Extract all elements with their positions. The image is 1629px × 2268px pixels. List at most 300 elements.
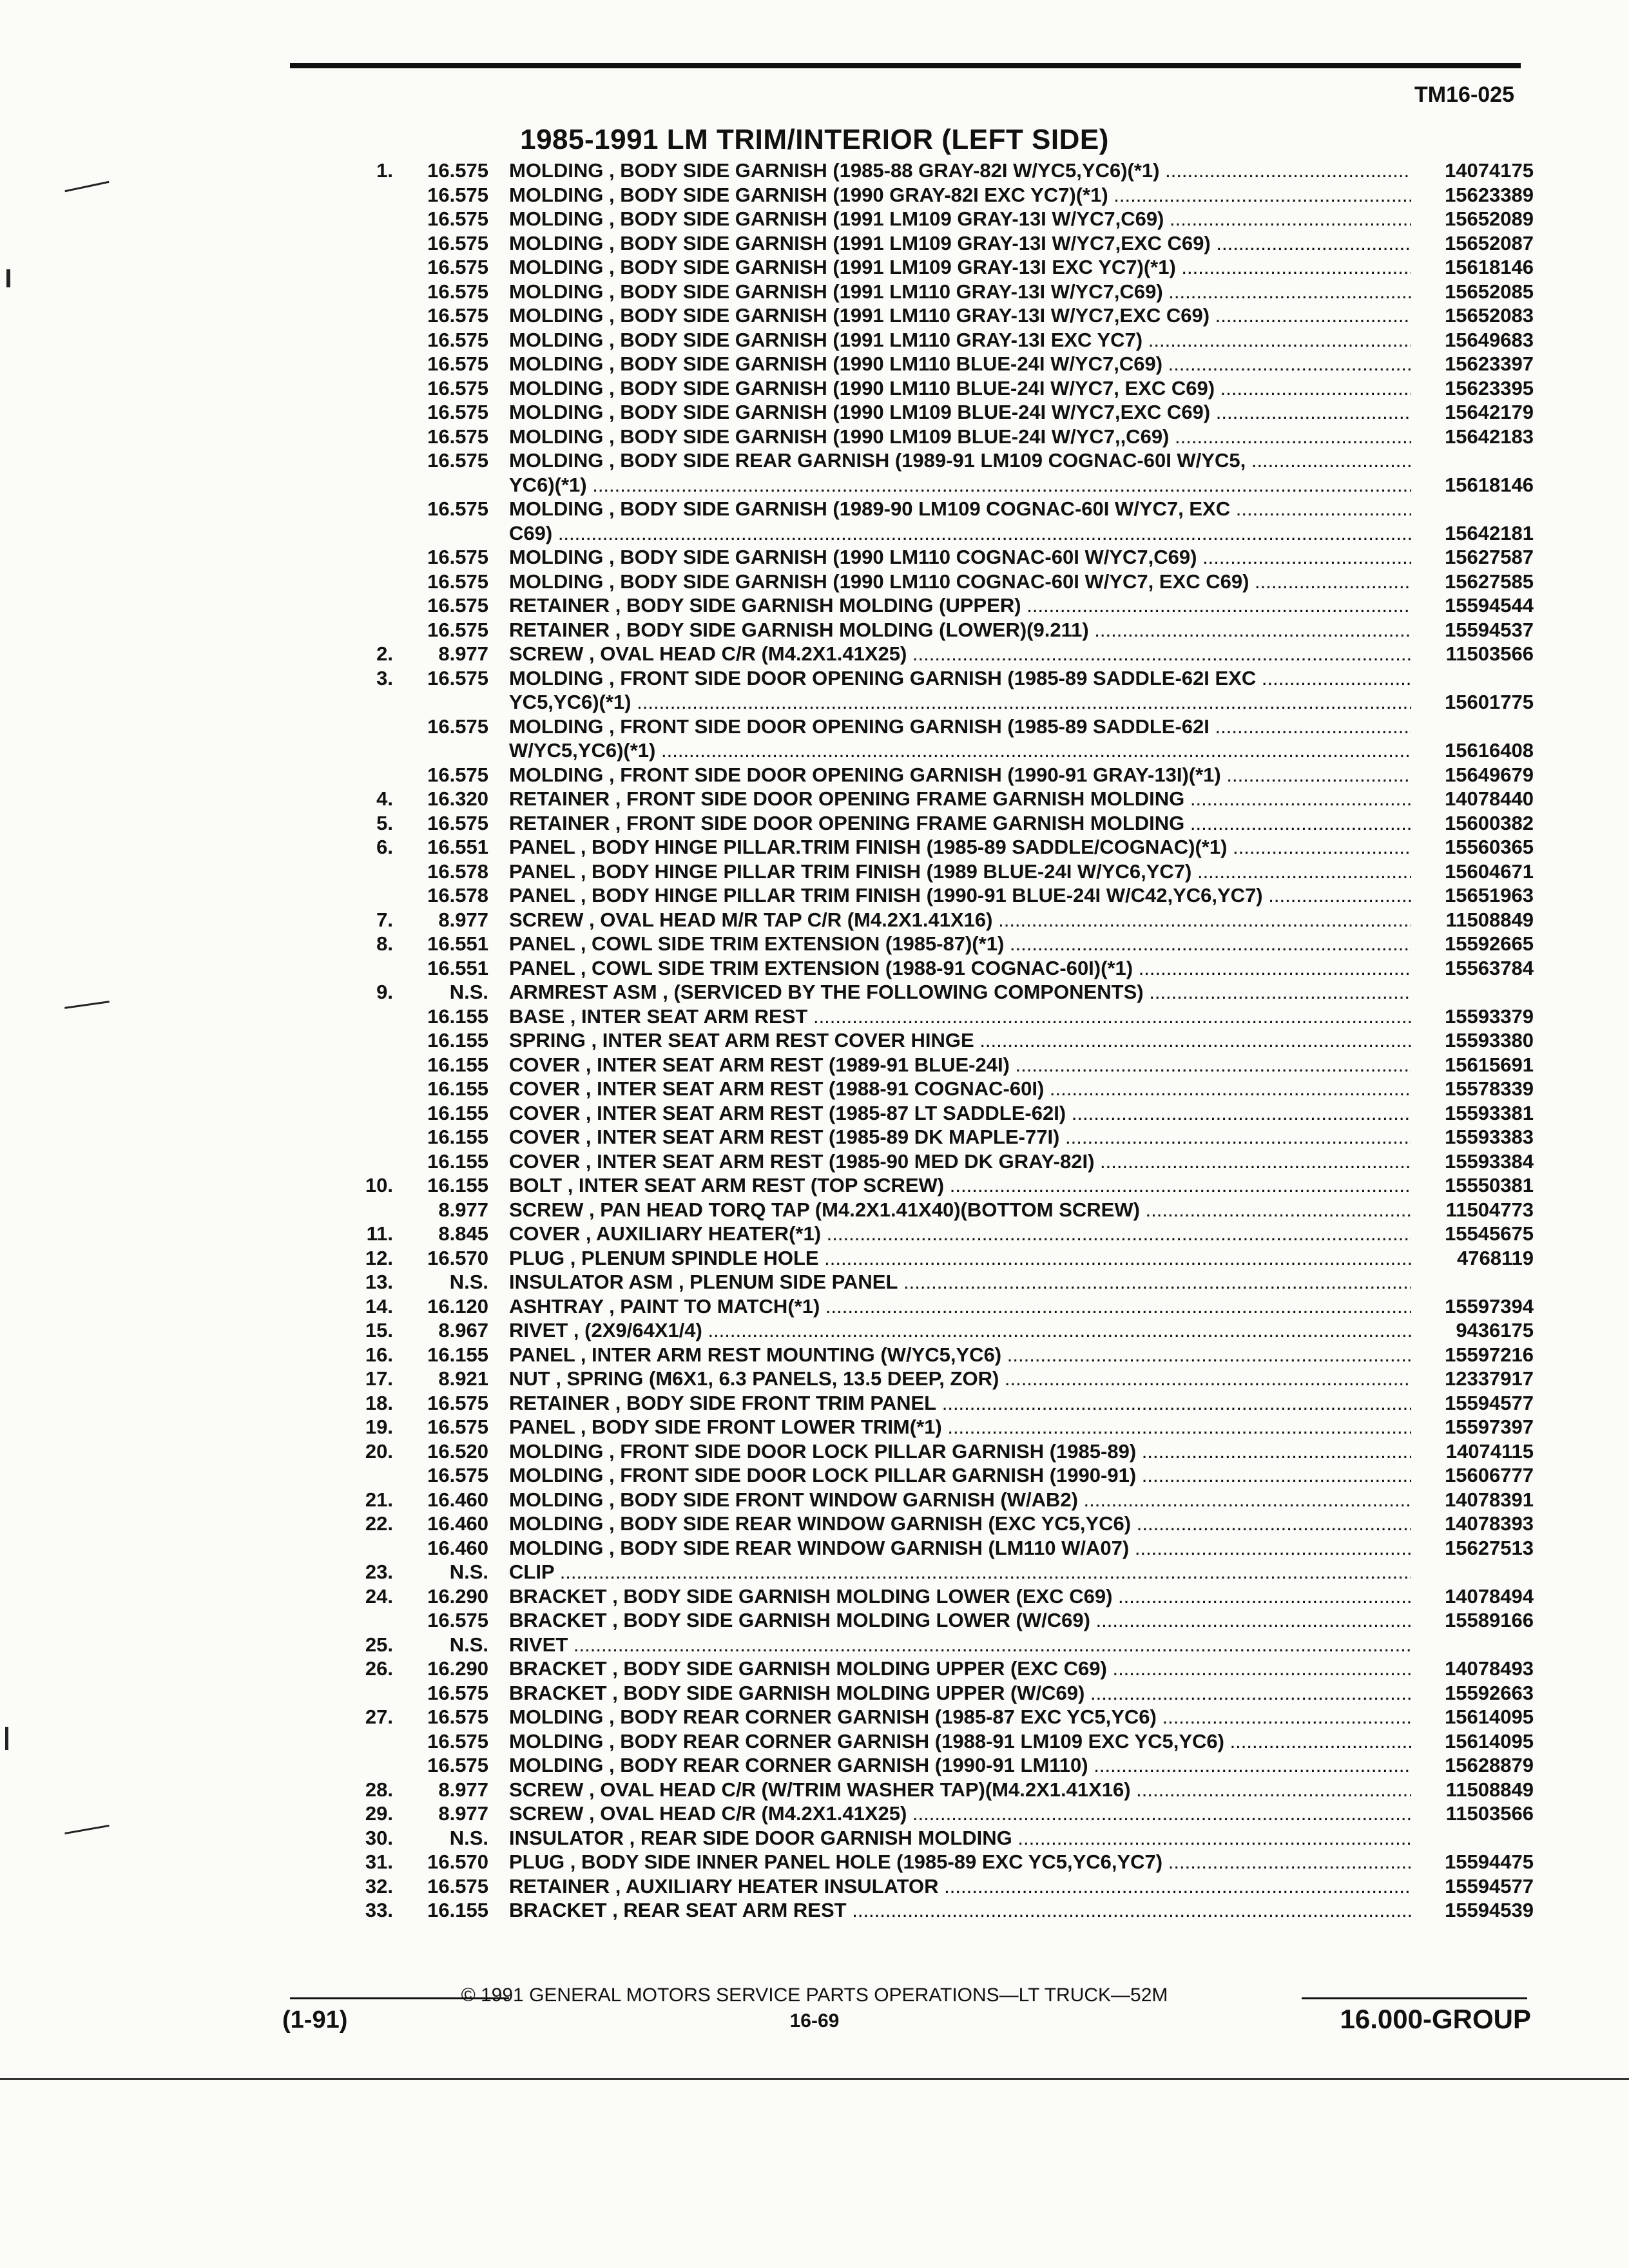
table-row <box>335 860 1534 884</box>
part-description <box>509 1367 1411 1391</box>
part-description <box>509 932 1411 956</box>
group-number: 8.977 <box>438 1198 488 1221</box>
part-description <box>509 1053 1411 1077</box>
part-description <box>509 352 1411 376</box>
part-number: 15627513 <box>1445 1536 1534 1559</box>
part-description <box>509 545 1411 570</box>
part-description <box>509 1705 1411 1729</box>
table-row <box>335 1608 1534 1633</box>
leader-dots <box>1162 352 1411 375</box>
part-detail: , BODY SIDE FRONT LOWER TRIM(*1) <box>580 1416 942 1438</box>
leader-dots <box>819 1247 1411 1269</box>
leader-dots <box>1089 619 1411 641</box>
part-number: 14078494 <box>1445 1584 1534 1608</box>
part-number: 14078393 <box>1445 1512 1534 1535</box>
parts-list <box>335 159 1534 1923</box>
leader-dots <box>821 1222 1411 1245</box>
leader-dots <box>1256 667 1411 689</box>
leader-dots <box>1224 1730 1411 1753</box>
item-number: 4. <box>376 787 393 810</box>
part-detail: , BODY SIDE GARNISH MOLDING LOWER (W/C69) <box>612 1609 1090 1631</box>
part-name: MOLDING <box>509 1512 604 1535</box>
group-number: 16.575 <box>427 328 488 351</box>
leader-dots <box>1131 1512 1411 1535</box>
table-row <box>335 642 1534 666</box>
part-description <box>509 1778 1411 1802</box>
table-row <box>335 1729 1534 1754</box>
part-number: 9436175 <box>1456 1319 1534 1341</box>
leader-dots <box>944 1174 1411 1196</box>
leader-dots <box>1184 787 1411 810</box>
part-number: 15642181 <box>1445 521 1534 544</box>
part-detail: , BODY SIDE GARNISH (1990 LM110 COGNAC-60I W/YC7,C69) <box>609 546 1197 568</box>
part-number: 15594475 <box>1445 1850 1534 1873</box>
part-detail: , BODY SIDE GARNISH (1989-90 LM109 COGNAC-60I W/YC7, EXC <box>609 497 1231 520</box>
part-number: 14074175 <box>1445 159 1534 182</box>
part-number: 15597394 <box>1445 1294 1534 1318</box>
table-row <box>335 1028 1534 1053</box>
table-row <box>335 1173 1534 1198</box>
table-row <box>335 1512 1534 1536</box>
part-name: NUT <box>509 1367 550 1390</box>
part-detail: , FRONT SIDE DOOR OPENING FRAME GARNISH MOLDING <box>615 787 1185 810</box>
table-row <box>335 1681 1534 1706</box>
part-number: 15615691 <box>1445 1053 1534 1076</box>
part-description <box>509 1657 1411 1681</box>
part-detail: , BODY SIDE GARNISH (1990 GRAY-82I EXC YC7)(*1) <box>609 183 1108 206</box>
part-number: 15594577 <box>1445 1391 1534 1414</box>
part-description <box>509 425 1411 449</box>
leader-dots <box>1227 836 1411 858</box>
leader-dots <box>1142 329 1411 351</box>
leader-dots <box>847 1899 1411 1921</box>
part-number: 15594544 <box>1445 594 1534 617</box>
part-number: 15623397 <box>1445 352 1534 375</box>
part-description <box>509 1560 1411 1584</box>
group-number: 16.575 <box>427 1874 488 1898</box>
part-name: MOLDING <box>509 1464 604 1486</box>
part-number: 14078440 <box>1445 787 1534 810</box>
part-description <box>509 1125 1411 1149</box>
part-number: 15652085 <box>1445 280 1534 303</box>
part-name: MOLDING <box>509 207 604 230</box>
table-row <box>335 1270 1534 1294</box>
leader-dots <box>552 522 1411 544</box>
leader-dots <box>1221 764 1411 786</box>
table-row <box>335 473 1534 497</box>
table-row <box>335 1077 1534 1101</box>
part-description <box>509 1802 1411 1826</box>
part-name: PANEL <box>509 884 575 907</box>
group-number: 16.155 <box>427 1126 488 1148</box>
part-number: 15601775 <box>1445 691 1534 713</box>
leader-dots <box>1164 207 1411 230</box>
page-number: 16-69 <box>789 2010 840 2032</box>
part-number: 15618146 <box>1445 473 1534 496</box>
part-detail: , INTER SEAT ARM REST (1985-90 MED DK GRAY-82I) <box>585 1149 1095 1173</box>
part-name: BRACKET <box>509 1899 607 1921</box>
part-description <box>509 1488 1411 1512</box>
group-number: 16.155 <box>427 1029 488 1052</box>
group-number: 8.845 <box>438 1222 488 1245</box>
item-number: 24. <box>365 1584 393 1608</box>
part-number: 15649679 <box>1445 763 1534 786</box>
part-number: 15597397 <box>1445 1416 1534 1438</box>
part-name: PANEL <box>509 1343 575 1366</box>
part-detail: , AUXILIARY HEATER(*1) <box>585 1222 822 1245</box>
leader-dots <box>1184 812 1411 834</box>
part-name: MOLDING <box>509 231 604 255</box>
part-number: 15592663 <box>1445 1681 1534 1704</box>
leader-dots <box>1197 546 1411 568</box>
table-row <box>335 715 1534 739</box>
item-number: 16. <box>365 1343 393 1366</box>
part-name: BRACKET <box>509 1609 607 1631</box>
table-row <box>335 1391 1534 1416</box>
leader-dots <box>936 1392 1411 1414</box>
part-detail: , PAN HEAD TORQ TAP (M4.2X1.41X40)(BOTTOM SCREW) <box>589 1198 1140 1221</box>
part-number: 15642179 <box>1445 401 1534 423</box>
part-description <box>509 1198 1411 1222</box>
item-number: 23. <box>365 1561 393 1583</box>
leader-dots <box>907 1802 1411 1825</box>
part-detail: YC5,YC6)(*1) <box>509 691 631 713</box>
table-row <box>335 1633 1534 1657</box>
part-detail: , PAINT TO MATCH(*1) <box>609 1294 820 1318</box>
table-row <box>335 303 1534 328</box>
part-name: RETAINER <box>509 594 610 617</box>
leader-dots <box>574 1633 1411 1656</box>
part-description <box>509 1246 1411 1271</box>
item-number: 10. <box>365 1174 393 1196</box>
item-number: 1. <box>376 159 393 182</box>
item-number: 15. <box>365 1319 393 1341</box>
part-detail: , FRONT SIDE DOOR LOCK PILLAR GARNISH (1985-89) <box>609 1439 1137 1463</box>
leader-dots <box>1211 232 1411 255</box>
group-number: 16.575 <box>427 207 488 230</box>
leader-dots <box>560 1561 1411 1583</box>
item-number: 30. <box>365 1826 393 1849</box>
part-description <box>509 1633 1411 1657</box>
part-number: 15593383 <box>1445 1126 1534 1148</box>
part-name: MOLDING <box>509 497 604 520</box>
part-number: 11503566 <box>1445 642 1534 665</box>
group-number: 16.575 <box>427 280 488 303</box>
part-detail: , BODY SIDE FRONT TRIM PANEL <box>615 1391 937 1414</box>
item-number: 3. <box>376 666 393 689</box>
leader-dots <box>1021 594 1411 617</box>
table-row <box>335 1826 1534 1850</box>
table-row <box>335 1246 1534 1271</box>
group-number: 8.977 <box>438 1802 488 1825</box>
leader-dots <box>1010 1053 1411 1076</box>
part-description <box>509 1439 1411 1464</box>
leader-dots <box>1044 1077 1411 1100</box>
item-number: 8. <box>376 932 393 955</box>
table-row <box>335 521 1534 546</box>
group-number: 16.460 <box>427 1512 488 1535</box>
part-number: 12337917 <box>1445 1367 1534 1390</box>
part-name: MOLDING <box>509 666 604 689</box>
leader-dots <box>655 739 1411 762</box>
table-row <box>335 280 1534 304</box>
table-row <box>335 1439 1534 1464</box>
part-name: RETAINER <box>509 811 610 834</box>
part-number: 14078493 <box>1445 1657 1534 1680</box>
part-detail: , BODY SIDE REAR WINDOW GARNISH (LM110 W/A07) <box>609 1536 1130 1559</box>
part-description <box>509 231 1411 256</box>
part-number: 14074115 <box>1445 1439 1534 1463</box>
leader-dots <box>1107 1657 1411 1680</box>
part-number: 15623395 <box>1445 376 1534 399</box>
date-code: (1-91) <box>282 2006 348 2033</box>
group-number: N.S. <box>449 1561 488 1583</box>
part-number: 15550381 <box>1445 1174 1534 1196</box>
group-number: 16.575 <box>427 449 488 472</box>
group-number: 16.575 <box>427 401 488 423</box>
part-name: MOLDING <box>509 376 604 399</box>
group-number: 16.575 <box>427 1754 488 1776</box>
leader-dots <box>1112 1585 1411 1608</box>
part-name: SCREW <box>509 1778 584 1801</box>
part-description <box>509 473 1411 497</box>
part-name: MOLDING <box>509 183 604 206</box>
part-detail: , INTER ARM REST MOUNTING (W/YC5,YC6) <box>580 1343 1002 1366</box>
margin-mark <box>64 1001 110 1009</box>
item-number: 13. <box>365 1271 393 1293</box>
part-name: RETAINER <box>509 1391 610 1414</box>
group-number: 16.575 <box>427 497 488 520</box>
group-number: 16.575 <box>427 159 488 182</box>
item-number: 12. <box>365 1246 393 1269</box>
part-description <box>509 593 1411 618</box>
part-detail: , INTER SEAT ARM REST COVER HINGE <box>591 1029 974 1052</box>
part-detail: , PLENUM SPINDLE HOLE <box>570 1246 819 1269</box>
group-number: 16.570 <box>427 1850 488 1873</box>
table-row <box>335 1004 1534 1029</box>
part-name: MOLDING <box>509 352 604 375</box>
bottom-rule <box>0 2078 1629 2080</box>
part-number: 15594577 <box>1445 1874 1534 1898</box>
part-description <box>509 1826 1411 1850</box>
table-row <box>335 1343 1534 1367</box>
table-row <box>335 738 1534 763</box>
table-row <box>335 1125 1534 1149</box>
part-description <box>509 835 1411 860</box>
part-name: RIVET <box>509 1319 568 1341</box>
table-row <box>335 352 1534 376</box>
group-number: 16.520 <box>427 1439 488 1463</box>
top-rule <box>290 63 1521 68</box>
part-number: 11508849 <box>1445 908 1534 931</box>
part-description <box>509 1004 1411 1029</box>
table-row <box>335 328 1534 352</box>
leader-dots <box>1004 932 1411 955</box>
part-name: BRACKET <box>509 1681 607 1704</box>
group-number: 16.155 <box>427 1053 488 1076</box>
part-description <box>509 497 1411 521</box>
group-number: 16.575 <box>427 570 488 593</box>
part-name: MOLDING <box>509 546 604 568</box>
part-description <box>509 570 1411 594</box>
part-name: BRACKET <box>509 1584 607 1608</box>
margin-mark <box>64 1825 109 1834</box>
leader-dots <box>1210 401 1411 423</box>
leader-dots <box>1144 981 1411 1003</box>
group-number: 16.575 <box>427 715 488 738</box>
leader-dots <box>1001 1343 1411 1366</box>
group-number: 8.967 <box>438 1319 488 1341</box>
part-detail: , BODY SIDE GARNISH MOLDING LOWER (EXC C69) <box>612 1584 1113 1608</box>
part-description <box>509 1512 1411 1536</box>
part-detail: , BODY SIDE GARNISH MOLDING (UPPER) <box>615 594 1021 617</box>
part-detail: , BODY SIDE REAR GARNISH (1989-91 LM109 COGNAC-60I W/YC5, <box>609 449 1246 472</box>
part-name: MOLDING <box>509 256 604 278</box>
group-number: 16.460 <box>427 1488 488 1511</box>
group-number: 16.575 <box>427 352 488 375</box>
group-number: 16.575 <box>427 256 488 278</box>
part-name: RETAINER <box>509 787 610 810</box>
part-description <box>509 1270 1411 1294</box>
part-name: MOLDING <box>509 1536 604 1559</box>
part-detail: , FRONT SIDE DOOR OPENING GARNISH (1990-91 GRAY-13I)(*1) <box>609 763 1221 786</box>
table-row <box>335 835 1534 860</box>
part-number: 15563784 <box>1445 956 1534 979</box>
leader-dots <box>1230 497 1411 520</box>
leader-dots <box>1210 304 1411 327</box>
part-description <box>509 642 1411 666</box>
part-name: MOLDING <box>509 1488 604 1511</box>
group-number: 16.575 <box>427 304 488 327</box>
part-name: SCREW <box>509 642 584 665</box>
group-number: 16.575 <box>427 811 488 834</box>
table-row <box>335 1463 1534 1488</box>
part-description <box>509 303 1411 328</box>
part-description <box>509 1681 1411 1706</box>
part-description <box>509 1028 1411 1053</box>
group-number: N.S. <box>449 1633 488 1656</box>
group-number: 16.575 <box>427 618 488 641</box>
item-number: 29. <box>365 1802 393 1825</box>
item-number: 27. <box>365 1706 393 1728</box>
table-row <box>335 1753 1534 1778</box>
part-number: 15616408 <box>1445 739 1534 762</box>
table-row <box>335 425 1534 449</box>
leader-dots <box>1191 860 1411 883</box>
table-row <box>335 883 1534 908</box>
part-detail: , INTER SEAT ARM REST (1988-91 COGNAC-60I) <box>585 1077 1045 1100</box>
item-number: 2. <box>376 642 393 665</box>
part-name: COVER <box>509 1053 581 1076</box>
part-description <box>509 1294 1411 1319</box>
leader-dots <box>1163 280 1411 303</box>
part-name: PANEL <box>509 1416 575 1438</box>
table-row <box>335 1294 1534 1319</box>
group-number: 16.460 <box>427 1536 488 1559</box>
item-number: 33. <box>365 1899 393 1921</box>
part-name: RIVET <box>509 1633 568 1656</box>
part-number: 15627587 <box>1445 546 1534 568</box>
table-row <box>335 1198 1534 1222</box>
leader-dots <box>907 642 1411 665</box>
part-number: 11504773 <box>1445 1198 1534 1221</box>
item-number: 18. <box>365 1391 393 1414</box>
item-number: 17. <box>365 1367 393 1390</box>
table-row <box>335 1053 1534 1077</box>
table-row <box>335 1802 1534 1826</box>
part-detail: , BODY SIDE GARNISH MOLDING (LOWER)(9.211) <box>615 618 1089 641</box>
part-description <box>509 1536 1411 1561</box>
leader-dots <box>1131 1778 1411 1801</box>
part-number: 15578339 <box>1445 1077 1534 1100</box>
part-description <box>509 1753 1411 1778</box>
table-row <box>335 690 1534 715</box>
part-name: BASE <box>509 1004 565 1028</box>
part-name: MOLDING <box>509 1706 604 1728</box>
part-description <box>509 1584 1411 1609</box>
table-row <box>335 787 1534 811</box>
part-detail: , BODY SIDE GARNISH MOLDING UPPER (EXC C69) <box>612 1657 1107 1680</box>
table-row <box>335 570 1534 594</box>
part-description <box>509 159 1411 183</box>
item-number: 25. <box>365 1633 393 1656</box>
part-number: 15652089 <box>1445 207 1534 230</box>
group-number: 8.977 <box>438 908 488 931</box>
part-description <box>509 1318 1411 1343</box>
part-name: MOLDING <box>509 763 604 786</box>
group-number: 16.155 <box>427 1343 488 1366</box>
group-number: 16.575 <box>427 1729 488 1753</box>
group-number: 16.575 <box>427 1391 488 1414</box>
part-number: 15614095 <box>1445 1729 1534 1753</box>
part-description <box>509 1343 1411 1367</box>
item-number: 28. <box>365 1778 393 1801</box>
group-number: 16.575 <box>427 1706 488 1728</box>
leader-dots <box>1078 1488 1411 1511</box>
part-name: PANEL <box>509 956 575 979</box>
part-description <box>509 1415 1411 1439</box>
part-description <box>509 811 1411 836</box>
part-description <box>509 1850 1411 1874</box>
part-detail: , FRONT SIDE DOOR OPENING GARNISH (1985-89 SADDLE-62I EXC <box>609 666 1257 689</box>
part-detail: , COWL SIDE TRIM EXTENSION (1985-87)(*1) <box>580 932 1005 955</box>
part-detail: , REAR SIDE DOOR GARNISH MOLDING <box>629 1826 1012 1849</box>
part-description <box>509 1898 1411 1923</box>
part-number: 15652087 <box>1445 231 1534 255</box>
group-number: 16.575 <box>427 1416 488 1438</box>
part-number: 15642183 <box>1445 425 1534 448</box>
leader-dots <box>974 1029 1411 1052</box>
part-number: 4768119 <box>1457 1246 1534 1269</box>
part-detail: , FRONT SIDE DOOR LOCK PILLAR GARNISH (1990-91) <box>609 1464 1137 1486</box>
part-detail: , BODY SIDE GARNISH (1991 LM109 GRAY-13I EXC YC7)(*1) <box>609 256 1176 278</box>
part-description <box>509 1101 1411 1126</box>
group-number: 16.575 <box>427 376 488 399</box>
table-row <box>335 1367 1534 1391</box>
table-row <box>335 1318 1534 1343</box>
margin-mark <box>6 269 10 287</box>
leader-dots <box>1012 1827 1411 1849</box>
part-detail: , BODY SIDE GARNISH MOLDING UPPER (W/C69) <box>612 1681 1085 1704</box>
part-detail: , OVAL HEAD C/R (M4.2X1.41X25) <box>589 642 907 665</box>
part-number: 15651963 <box>1445 884 1534 907</box>
table-row <box>335 376 1534 401</box>
part-description <box>509 1729 1411 1754</box>
group-number: 8.921 <box>438 1367 488 1390</box>
group-number: 16.120 <box>427 1294 488 1318</box>
part-description <box>509 448 1411 473</box>
table-row <box>335 255 1534 280</box>
